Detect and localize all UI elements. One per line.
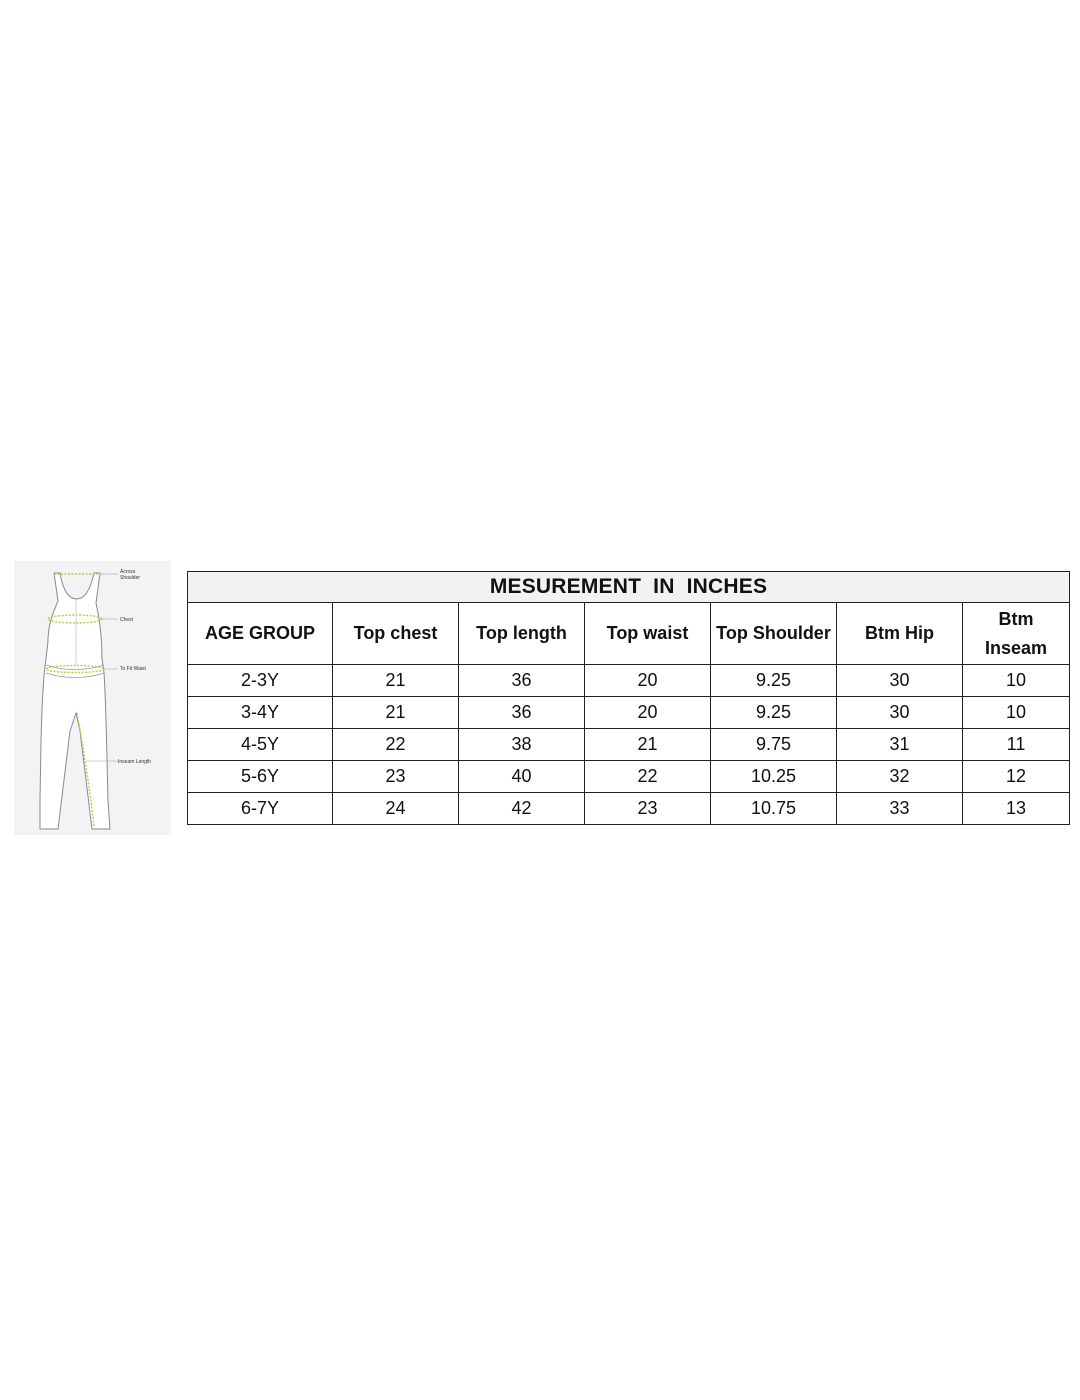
age-group-cell: 6-7Y: [188, 793, 333, 825]
age-group-cell: 4-5Y: [188, 729, 333, 761]
column-header-label: Top Shoulder: [716, 623, 831, 643]
measurement-cell: 33: [837, 793, 963, 825]
measurement-cell: 9.25: [711, 697, 837, 729]
column-header-label: Top chest: [353, 623, 438, 643]
column-header-label: Btm Hip: [865, 623, 934, 643]
column-header: [333, 603, 459, 665]
measurement-cell: 30: [837, 697, 963, 729]
measurement-cell: 31: [837, 729, 963, 761]
table-row: [188, 761, 1070, 793]
measurement-cell: 10: [963, 697, 1070, 729]
column-header: [188, 603, 333, 665]
measurement-cell: 12: [963, 761, 1070, 793]
column-header: [585, 603, 711, 665]
column-header: [837, 603, 963, 665]
measurement-cell: 22: [333, 729, 459, 761]
measurement-cell: 13: [963, 793, 1070, 825]
measurement-cell: 21: [585, 729, 711, 761]
label-to-fit-waist: To Fit Waist: [120, 666, 146, 672]
measurement-cell: 36: [459, 697, 585, 729]
measurement-cell: 24: [333, 793, 459, 825]
measurement-cell: 40: [459, 761, 585, 793]
age-group-cell: 2-3Y: [188, 665, 333, 697]
table-row: [188, 697, 1070, 729]
measurement-cell: 20: [585, 697, 711, 729]
table-title: MESUREMENT IN INCHES: [188, 572, 1070, 603]
label-inseam-length: Inseam Length: [118, 759, 152, 765]
title-row: [188, 572, 1070, 603]
column-header: [963, 603, 1070, 665]
measurement-cell: 10.25: [711, 761, 837, 793]
measurement-cell: 23: [333, 761, 459, 793]
table-row: [188, 729, 1070, 761]
size-chart-table: [187, 571, 1070, 825]
measurement-cell: 22: [585, 761, 711, 793]
label-chest: Chest: [120, 617, 134, 623]
column-header: [459, 603, 585, 665]
column-header-label: Top length: [476, 623, 567, 643]
measurement-cell: 10: [963, 665, 1070, 697]
jumpsuit-illustration: [14, 561, 171, 835]
measurement-cell: 36: [459, 665, 585, 697]
column-header-label: Btm Inseam: [984, 608, 1048, 658]
measurement-cell: 11: [963, 729, 1070, 761]
column-header-label: Top waist: [606, 623, 689, 643]
measurement-cell: 21: [333, 665, 459, 697]
measurement-cell: 32: [837, 761, 963, 793]
measurement-cell: 9.75: [711, 729, 837, 761]
measurement-cell: 10.75: [711, 793, 837, 825]
measurement-cell: 21: [333, 697, 459, 729]
measurement-cell: 20: [585, 665, 711, 697]
measurement-cell: 30: [837, 665, 963, 697]
measurement-cell: 38: [459, 729, 585, 761]
measurement-cell: 9.25: [711, 665, 837, 697]
age-group-cell: 3-4Y: [188, 697, 333, 729]
column-header: [711, 603, 837, 665]
measurement-cell: 42: [459, 793, 585, 825]
age-group-cell: 5-6Y: [188, 761, 333, 793]
table-row: [188, 665, 1070, 697]
table-row: [188, 793, 1070, 825]
measurement-cell: 23: [585, 793, 711, 825]
label-across-shoulder: Across Shoulder: [120, 569, 141, 581]
jumpsuit-measurement-diagram: [14, 561, 171, 835]
column-header-label: AGE GROUP: [204, 623, 315, 643]
header-row: [188, 603, 1070, 665]
